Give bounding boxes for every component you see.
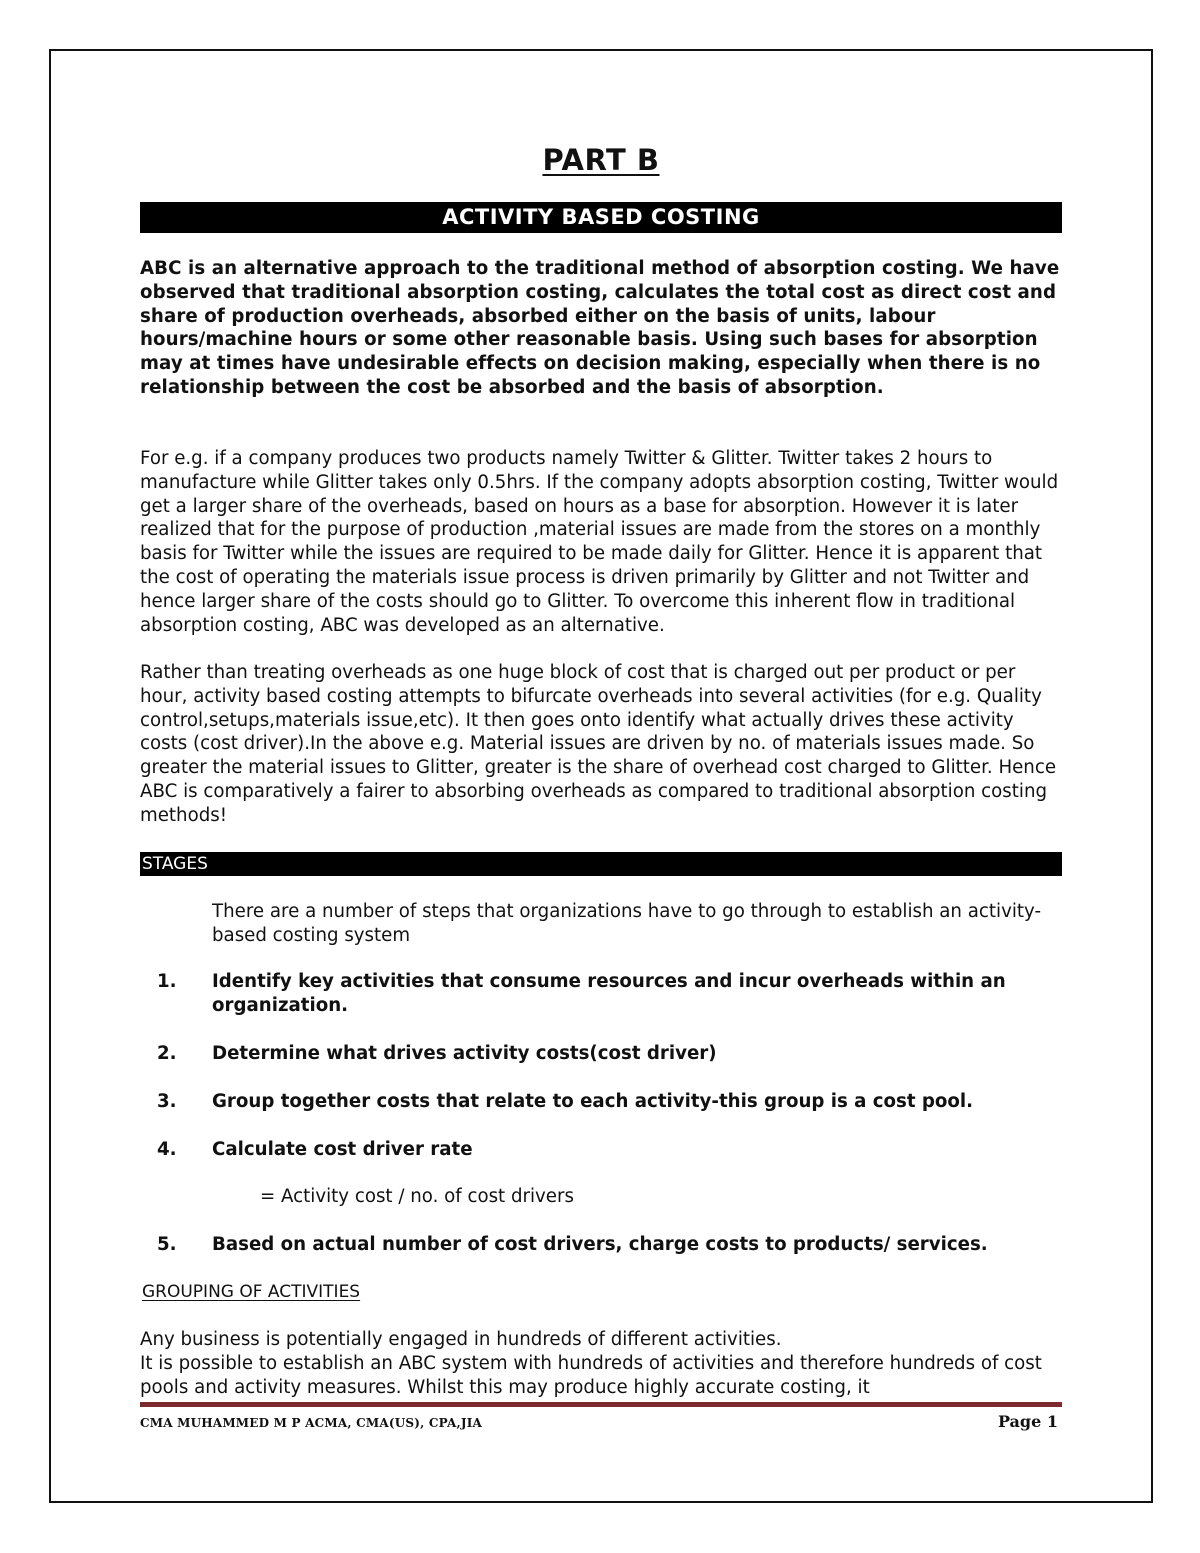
footer-page-number: Page 1 xyxy=(997,1412,1058,1431)
step-text: Identify key activities that consume resources and incur overheads within an organization. xyxy=(212,971,1006,1016)
intro-paragraph: ABC is an alternative approach to the traditional method of absorption costing. We have observed that traditional absorption costing, calculates the total cost as direct cost and share of production overheads, absorbed either on the basis of units, labour hours/machine hours or some other reasonable basis. Using such bases for absorption may at times have undesirable effects on decision making, especially when there is no relationship between the cost be absorbed and the basis of absorption. xyxy=(140,258,1060,398)
step-text: Based on actual number of cost drivers, charge costs to products/ services. xyxy=(212,1234,988,1255)
cost-driver-formula: = Activity cost / no. of cost drivers xyxy=(260,1186,574,1207)
stages-intro: There are a number of steps that organizations have to go through to establish an activity-based costing system xyxy=(212,901,1042,946)
step-text: Group together costs that relate to each activity-this group is a cost pool. xyxy=(212,1091,974,1112)
step-number: 5. xyxy=(157,1234,177,1255)
step-number: 2. xyxy=(157,1043,177,1064)
section-heading-stages: STAGES xyxy=(140,852,1062,876)
grouping-line-1: Any business is potentially engaged in hundreds of different activities. xyxy=(140,1329,782,1350)
section-heading-abc: ACTIVITY BASED COSTING xyxy=(140,202,1062,233)
grouping-paragraph xyxy=(140,1328,1062,1399)
example-paragraph: For e.g. if a company produces two products namely Twitter & Glitter. Twitter takes 2 hours to manufacture while Glitter takes only 0.5hrs. If the company adopts absorption costing, Twitter would get a larger share of the overheads, based on hours as a base for absorption. However it is later realized that for the purpose of production ,material issues are made from the stores on a monthly basis for Twitter while the issues are required to be made daily for Glitter. Hence it is apparent that the cost of operating the materials issue process is driven primarily by Glitter and not Twitter and hence larger share of the costs should go to Glitter. To overcome this inherent flow in traditional absorption costing, ABC was developed as an alternative. xyxy=(140,448,1059,636)
grouping-line-2: It is possible to establish an ABC system with hundreds of activities and therefore hundreds of cost pools and activity measures. Whilst this may produce highly accurate costing, it xyxy=(140,1352,1042,1398)
footer-author: CMA MUHAMMED M P ACMA, CMA(US), CPA,JIA xyxy=(140,1416,483,1430)
step-number: 1. xyxy=(157,971,177,992)
grouping-heading: GROUPING OF ACTIVITIES xyxy=(142,1282,361,1302)
step-number: 3. xyxy=(157,1091,177,1112)
rather-paragraph: Rather than treating overheads as one huge block of cost that is charged out per product or per hour, activity based costing attempts to bifurcate overheads into several activities (for e.g. Quality control,setups,materials issue,etc). It then goes onto identify what actually drives these activity costs (cost driver).In the above e.g. Material issues are driven by no. of materials issues made. So greater the material issues to Glitter, greater is the share of overhead cost charged to Glitter. Hence ABC is comparatively a fairer to absorbing overheads as compared to traditional absorption costing methods! xyxy=(140,662,1057,826)
step-text: Determine what drives activity costs(cost driver) xyxy=(212,1043,717,1064)
step-number: 4. xyxy=(157,1139,177,1160)
footer-rule xyxy=(140,1402,1062,1407)
part-title: PART B xyxy=(542,143,660,177)
step-text: Calculate cost driver rate xyxy=(212,1139,473,1160)
